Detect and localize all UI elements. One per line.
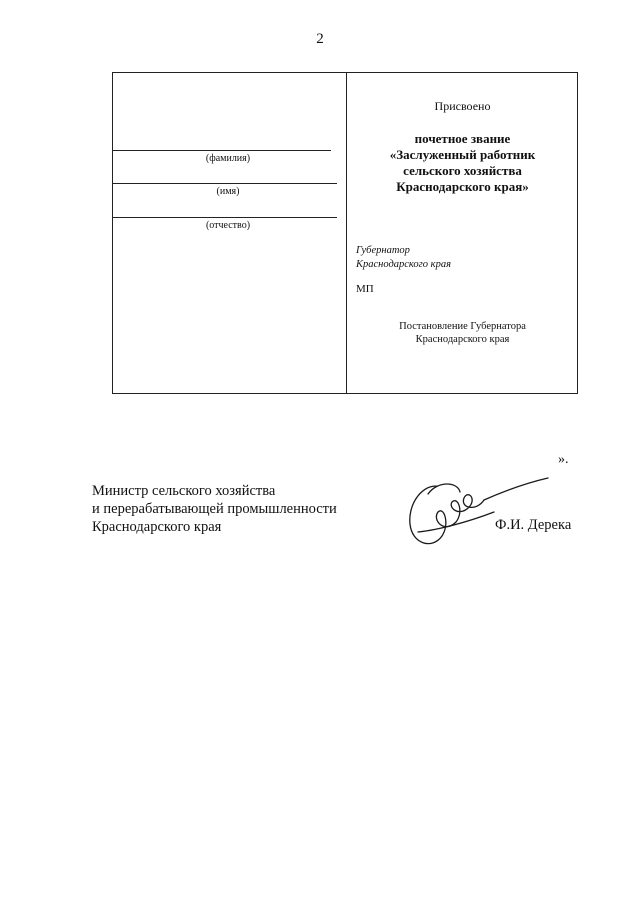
signatory-position-line: и перерабатывающей промышленности	[92, 501, 337, 517]
decree-label-line: Краснодарского края	[415, 334, 510, 345]
honorary-title-line: почетное звание	[414, 131, 511, 146]
award-certificate-form	[112, 72, 578, 394]
seal-place-label: МП	[356, 283, 374, 295]
signatory-position-line: Министр сельского хозяйства	[92, 483, 276, 499]
honorary-title-line: «Заслуженный работник	[389, 147, 536, 162]
honorary-title-line: сельского хозяйства	[403, 163, 522, 178]
awarded-label: Присвоено	[434, 99, 491, 113]
decree-label-line: Постановление Губернатора	[399, 321, 526, 332]
honorary-title	[346, 131, 579, 195]
first-name-line	[113, 183, 337, 184]
governor-label-line: Краснодарского края	[356, 259, 451, 270]
handwritten-signature	[398, 472, 558, 552]
signatory-position	[92, 482, 337, 536]
page-number: 2	[316, 31, 324, 47]
surname-line	[113, 150, 331, 151]
closing-quote: ».	[558, 452, 569, 467]
surname-caption: (фамилия)	[205, 153, 251, 164]
decree-label	[346, 320, 579, 346]
honorary-title-line: Краснодарского края»	[396, 179, 529, 194]
patronymic-caption: (отчество)	[205, 220, 251, 231]
governor-label	[356, 244, 451, 272]
patronymic-line	[113, 217, 337, 218]
first-name-caption: (имя)	[216, 186, 240, 197]
signatory-position-line: Краснодарского края	[92, 519, 222, 535]
governor-label-line: Губернатор	[356, 245, 410, 256]
signatory-name: Ф.И. Дерека	[495, 517, 572, 533]
